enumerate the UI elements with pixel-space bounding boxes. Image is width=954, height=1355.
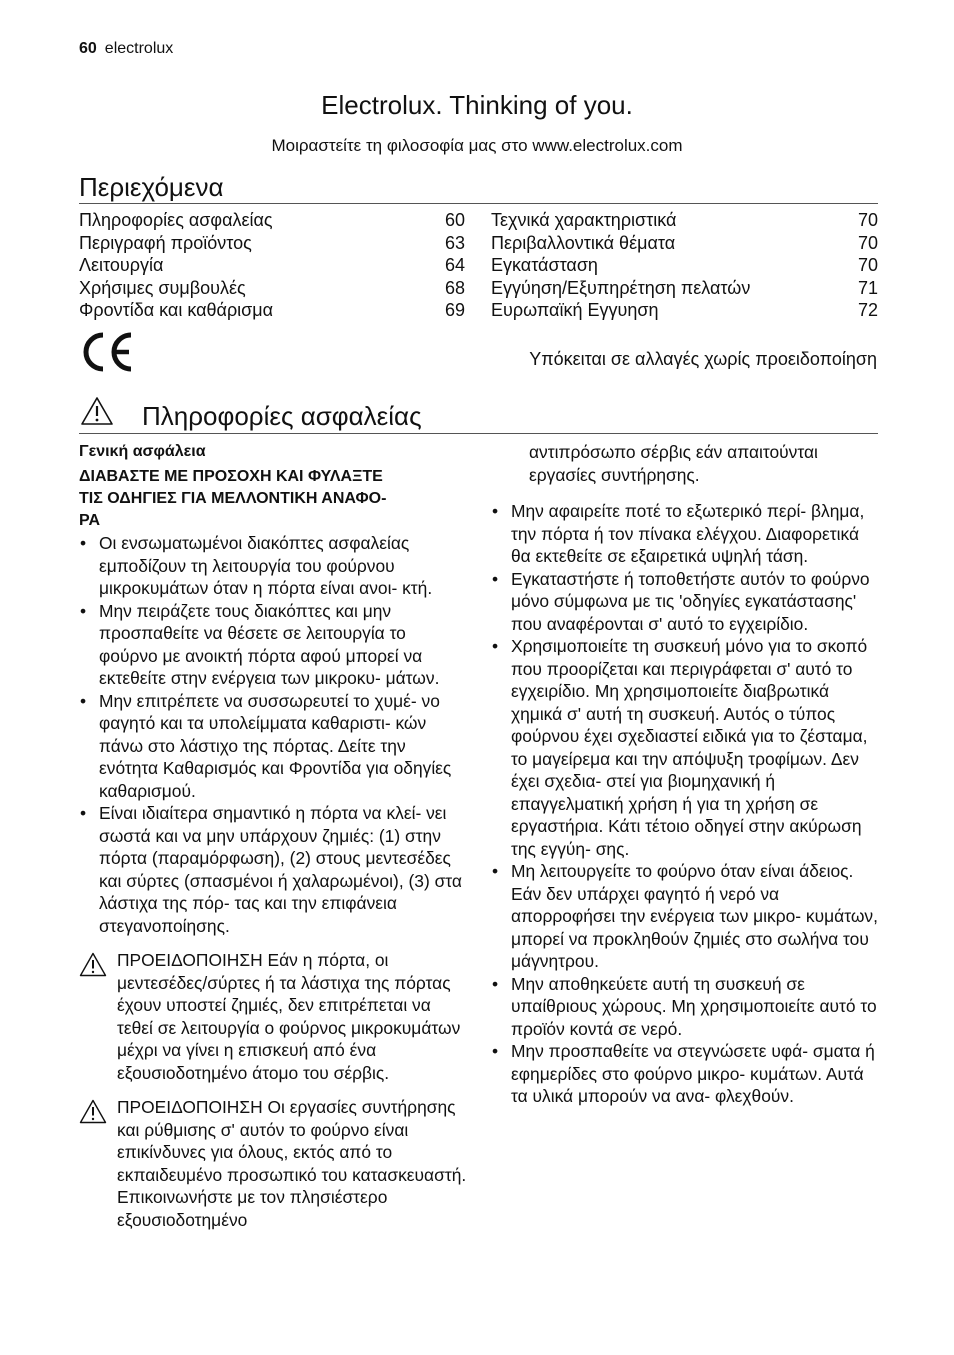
list-item: • Εγκαταστήστε ή τοποθετήστε αυτόν το φούρνο μόνο σύμφωνα με τις 'οδηγίες εγκατάστασης' που αναφέρονται σ' αυτό το εγχειρίδιο. (491, 568, 879, 636)
toc-page: 68 (444, 277, 465, 298)
toc-page: 60 (444, 210, 465, 230)
toc-label: Λειτουργία (79, 255, 164, 275)
toc-page: 69 (444, 300, 465, 320)
warning-icon (79, 952, 107, 977)
change-notice: Υπόκειται σε αλλαγές χωρίς προειδοποίηση (529, 349, 877, 369)
toc-entry (79, 232, 465, 255)
toc-label: Πληροφορίες ασφαλείας (79, 210, 273, 230)
toc-page: 70 (857, 210, 878, 230)
list-item: • Μην αποθηκεύετε αυτή τη συσκευή σε υπαίθριους χώρους. Μη χρησιμοποιείτε αυτό το προϊόν κοντά σε νερό. (491, 973, 879, 1041)
toc-page: 70 (857, 255, 878, 275)
heading-line: ΤΙΣ ΟΔΗΓΙΕΣ ΓΙΑ ΜΕΛΛΟΝΤΙΚΗ ΑΝΑΦΟ- (79, 490, 387, 507)
heading-line: ΡΑ (79, 512, 101, 529)
toc-entry (79, 277, 465, 300)
warning-label: ΠΡΟΕΙΔΟΠΟΙΗΣΗ (117, 950, 263, 970)
warning-block (79, 1096, 467, 1231)
warning-text: Εάν η πόρτα, οι μεντεσέδες/σύρτες ή τα λάστιχα της πόρτας έχουν υποστεί ζημιές, δεν επιτρέπεται να τεθεί σε λειτουργία ο φούρνος μικροκυμάτων μέχρι να γίνει η επισκευή από ένα εξουσιοδοτημένο άτομο του σέρβις. (117, 950, 461, 1083)
page-number: 60 (79, 40, 97, 57)
warning-triangle-icon (80, 396, 114, 426)
ce-mark-icon (79, 332, 135, 372)
toc-label: Εγγύηση/Εξυπηρέτηση πελατών (491, 277, 751, 298)
safety-bullet-list (491, 500, 879, 1108)
toc-label: Χρήσιμες συμβουλές (79, 277, 246, 298)
list-item: • Μην αφαιρείτε ποτέ το εξωτερικό περί- βλημα, την πόρτα ή τον πίνακα ελέγχου. Διαφορετικά θα εκτεθείτε σε εξαιρετικά υψηλή τάση. (491, 500, 879, 568)
toc-right-column (491, 209, 878, 322)
share-line: Μοιραστείτε τη φιλοσοφία μας στο www.electrolux.com (271, 136, 683, 155)
list-item: • Είναι ιδιαίτερα σημαντικό η πόρτα να κλεί- νει σωστά και να μην υπάρχουν ζημιές: (1) στην πόρτα (παραμόρφωση), (2) στους μεντεσέδες και σύρτες (σπασμένοι ή χαλαρωμένοι), (3) στα λάστιχα της πόρ- τας και την επιφάνεια στεγανοποίησης. (79, 802, 467, 937)
general-safety-subtitle: Γενική ασφάλεια (79, 443, 206, 460)
list-item: • Οι ενσωματωμένοι διακόπτες ασφαλείας εμποδίζουν τη λειτουργία του φούρνου μικροκυμάτων όταν η πόρτα είναι ανοι- κτή. (79, 532, 467, 600)
slogan: Electrolux. Thinking of you. (321, 90, 633, 120)
safety-bullet-list (79, 532, 467, 937)
read-carefully-heading (79, 466, 467, 532)
toc-entry (79, 209, 465, 232)
toc-entry (491, 277, 878, 300)
toc-label: Φροντίδα και καθάρισμα (79, 300, 274, 320)
toc-label: Ευρωπαϊκή Εγγυηση (491, 300, 659, 320)
list-item: • Μη λειτουργείτε το φούρνο όταν είναι άδειος. Εάν δεν υπάρχει φαγητό ή νερό να απορροφήσει την ενέργεια των μικρο- κυμάτων, μπορεί να προκληθούν ζημιές στο σωλήνα του μάγνητρου. (491, 860, 879, 973)
toc-page: 71 (857, 277, 878, 298)
warning-block (79, 949, 467, 1084)
warning-text: Οι εργασίες συντήρησης και ρύθμισης σ' αυτόν το φούρνο είναι επικίνδυνες για όλους, εκτός από το εκπαιδευμένο προσωπικό του κατασκευαστή. Επικοινωνήστε με τον πλησιέστερο εξουσιοδοτημένο (117, 1097, 467, 1230)
safety-divider (79, 433, 878, 434)
toc-page: 63 (444, 232, 465, 253)
page-header (79, 40, 173, 58)
toc-label: Περιγραφή προϊόντος (79, 232, 252, 253)
toc-entry (79, 254, 465, 277)
toc-page: 72 (857, 300, 878, 320)
toc-entry (79, 299, 465, 322)
toc-entry (491, 254, 878, 277)
toc-entry (491, 232, 878, 255)
toc-page: 70 (857, 232, 878, 253)
contents-divider (79, 203, 878, 204)
toc-page: 64 (444, 255, 465, 275)
list-item: • Μην πειράζετε τους διακόπτες και μην προσπαθείτε να θέσετε σε λειτουργία το φούρνο με ανοικτή πόρτα αφού μπορεί να εκτεθείτε στην ενέργεια των μικροκυ- μάτων. (79, 600, 467, 690)
safety-right-column (491, 441, 879, 1108)
safety-title: Πληροφορίες ασφαλείας (142, 401, 422, 431)
toc-entry (491, 299, 878, 322)
list-item: • Μην προσπαθείτε να στεγνώσετε υφά- σματα ή εφημερίδες στο φούρνο μικρο- κυμάτων. Αυτά τα υλικά μπορούν να ανα- φλεχθούν. (491, 1040, 879, 1108)
continued-text: αντιπρόσωπο σέρβις εάν απαιτούνται εργασίες συντήρησης. (529, 442, 818, 485)
warning-label: ΠΡΟΕΙΔΟΠΟΙΗΣΗ (117, 1097, 263, 1117)
toc-entry (491, 209, 878, 232)
toc-label: Τεχνικά χαρακτηριστικά (491, 210, 677, 230)
warning-icon (79, 1099, 107, 1124)
toc-left-column (79, 209, 465, 322)
heading-line: ΔΙΑΒΑΣΤΕ ΜΕ ΠΡΟΣΟΧΗ ΚΑΙ ΦΥΛΑΞΤΕ (79, 468, 383, 485)
contents-title: Περιεχόμενα (79, 172, 224, 202)
safety-left-column (79, 442, 467, 1231)
list-item: • Χρησιμοποιείτε τη συσκευή μόνο για το σκοπό που προορίζεται και περιγράφεται σ' αυτό το εγχειρίδιο. Μη χρησιμοποιείτε διαβρωτικά χημικά σ' αυτή τη συσκευή. Αυτός ο τύπος φούρνου έχει σχεδιαστεί ειδικά για το ζέσταμα, το μαγείρεμα και την απόψυξη τροφίμων. Δεν έχει σχεδια- στεί για βιομηχανική ή επαγγελματική χρήση ή για τη χρήση σε εργαστήρια. Κάτι τέτοιο οδηγεί στην ακύρωση της εγγύη- σης. (491, 635, 879, 860)
toc-label: Εγκατάσταση (491, 255, 598, 275)
brand-name: electrolux (104, 40, 174, 57)
list-item: • Μην επιτρέπετε να συσσωρευτεί το χυμέ- νο φαγητό και τα υπολείμματα καθαριστι- κών πάνω στο λάστιχο της πόρτας. Δείτε την ενότητα Καθαρισμός και Φροντίδα για οδηγίες καθαρισμού. (79, 690, 467, 803)
toc-label: Περιβαλλοντικά θέματα (491, 232, 676, 253)
